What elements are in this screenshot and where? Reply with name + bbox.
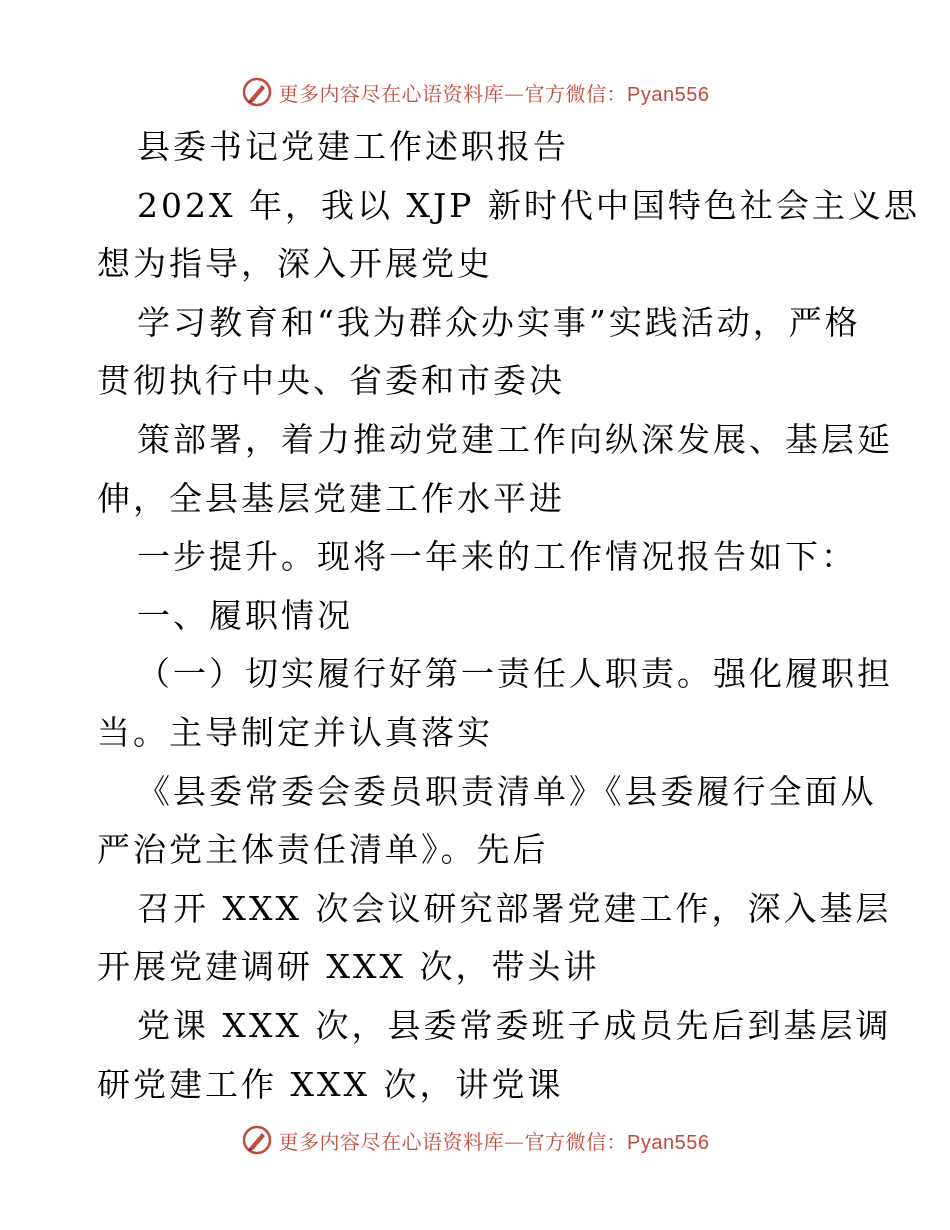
paragraph-line: 学习教育和“我为群众办实事”实践活动，严格 (137, 302, 861, 342)
paragraph-line: 严治党主体责任清单》。先后 (97, 830, 549, 870)
paragraph-line: 《县委常委会委员职责清单》《县委履行全面从 (137, 771, 877, 811)
document-title: 县委书记党建工作述职报告 (137, 127, 569, 166)
watermark-footer (0, 1120, 950, 1160)
pen-logo-icon (241, 76, 273, 108)
paragraph-line: 伸，全县基层党建工作水平进 (97, 478, 565, 518)
paragraph-line: 研党建工作 XXX 次，讲党课 (97, 1064, 564, 1104)
pen-logo-icon (241, 1124, 273, 1156)
paragraph-line: 开展党建调研 XXX 次，带头讲 (97, 947, 600, 987)
paragraph-line: 召开 XXX 次会议研究部署党建工作，深入基层 (137, 888, 892, 928)
paragraph-line: 当。主导制定并认真落实 (97, 712, 493, 752)
paragraph-line: 策部署，着力推动党建工作向纵深发展、基层延 (137, 419, 893, 459)
subsection-heading: （一）切实履行好第一责任人职责。强化履职担 (137, 654, 893, 694)
paragraph-line: 想为指导，深入开展党史 (97, 244, 493, 284)
section-heading: 一、履职情况 (137, 595, 353, 635)
watermark-text: 更多内容尽在心语资料库—官方微信：Pyan556 (278, 81, 710, 106)
document-body (97, 118, 920, 1114)
watermark-text: 更多内容尽在心语资料库—官方微信：Pyan556 (278, 1129, 710, 1154)
paragraph-line: 202X 年，我以 XJP 新时代中国特色社会主义思 (137, 185, 920, 225)
watermark-header (0, 72, 950, 112)
paragraph-line: 一步提升。现将一年来的工作情况报告如下： (137, 537, 857, 577)
paragraph-line: 贯彻执行中央、省委和市委决 (97, 361, 565, 401)
paragraph-line: 党课 XXX 次，县委常委班子成员先后到基层调 (137, 1005, 892, 1045)
